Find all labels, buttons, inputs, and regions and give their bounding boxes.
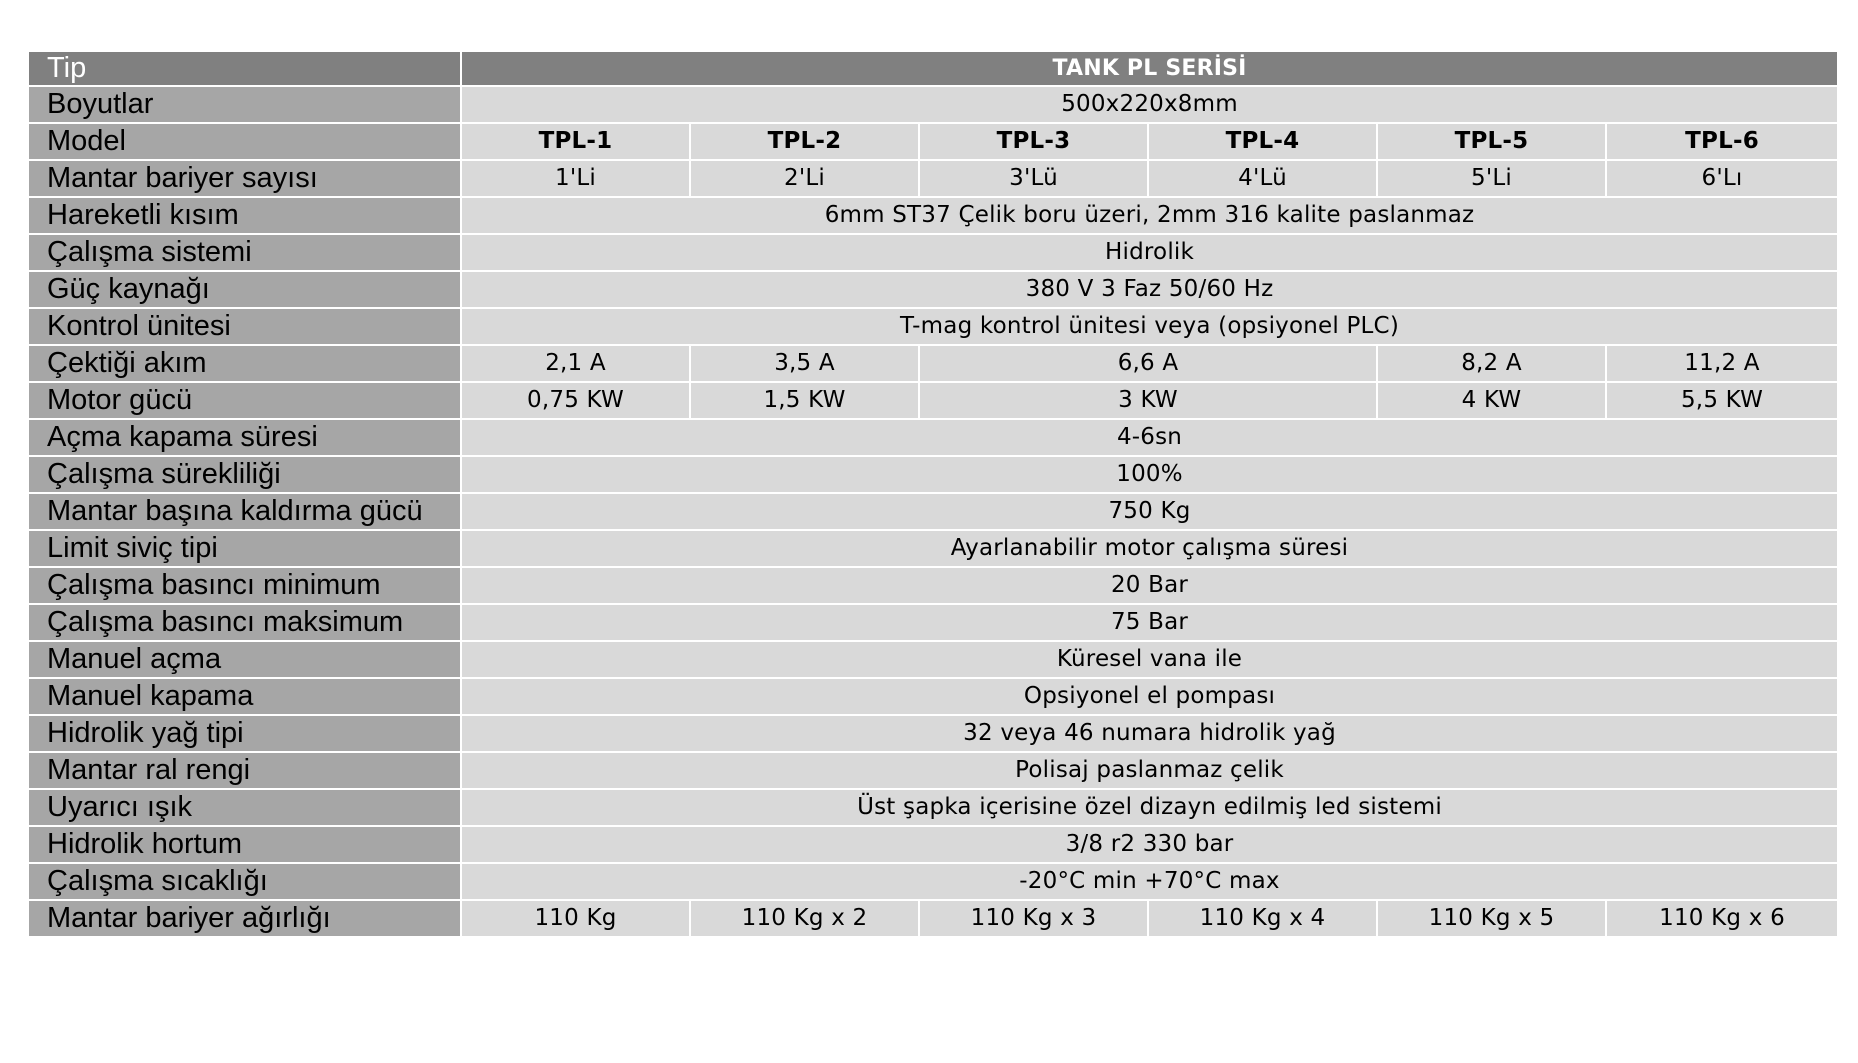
row-label-cell: Hareketli kısım bbox=[28, 197, 461, 234]
table-row bbox=[28, 567, 1838, 604]
value-cell: 4 KW bbox=[1377, 382, 1606, 419]
row-label-cell: Çektiği akım bbox=[28, 345, 461, 382]
value-cell: 6'Lı bbox=[1606, 160, 1838, 197]
row-label-cell: Manuel açma bbox=[28, 641, 461, 678]
table-row bbox=[28, 641, 1838, 678]
row-label-cell: Hidrolik hortum bbox=[28, 826, 461, 863]
value-cell: 500x220x8mm bbox=[461, 86, 1838, 123]
table-row bbox=[28, 530, 1838, 567]
value-cell: 3'Lü bbox=[919, 160, 1148, 197]
value-cell: 75 Bar bbox=[461, 604, 1838, 641]
table-row bbox=[28, 493, 1838, 530]
table-row bbox=[28, 900, 1838, 937]
value-cell: TPL-5 bbox=[1377, 123, 1606, 160]
row-label-cell: Açma kapama süresi bbox=[28, 419, 461, 456]
value-cell: TPL-4 bbox=[1148, 123, 1377, 160]
row-label-cell: Çalışma basıncı minimum bbox=[28, 567, 461, 604]
row-label-cell: Motor gücü bbox=[28, 382, 461, 419]
row-label-cell: Mantar başına kaldırma gücü bbox=[28, 493, 461, 530]
row-label-cell: Çalışma sıcaklığı bbox=[28, 863, 461, 900]
value-cell: 110 Kg bbox=[461, 900, 690, 937]
value-cell: 110 Kg x 5 bbox=[1377, 900, 1606, 937]
table-row bbox=[28, 456, 1838, 493]
table-row bbox=[28, 308, 1838, 345]
value-cell: T-mag kontrol ünitesi veya (opsiyonel PLC) bbox=[461, 308, 1838, 345]
table-row bbox=[28, 86, 1838, 123]
value-cell: 11,2 A bbox=[1606, 345, 1838, 382]
value-cell: 110 Kg x 4 bbox=[1148, 900, 1377, 937]
value-cell: Hidrolik bbox=[461, 234, 1838, 271]
value-cell: 2,1 A bbox=[461, 345, 690, 382]
row-label-cell: Güç kaynağı bbox=[28, 271, 461, 308]
table-row bbox=[28, 382, 1838, 419]
value-cell: Opsiyonel el pompası bbox=[461, 678, 1838, 715]
value-cell: 3 KW bbox=[919, 382, 1377, 419]
row-label-cell: Mantar bariyer sayısı bbox=[28, 160, 461, 197]
table-row bbox=[28, 160, 1838, 197]
spec-table-body bbox=[28, 51, 1838, 937]
value-cell: 5'Li bbox=[1377, 160, 1606, 197]
value-cell: TPL-1 bbox=[461, 123, 690, 160]
table-row bbox=[28, 234, 1838, 271]
row-label-cell: Mantar bariyer ağırlığı bbox=[28, 900, 461, 937]
value-cell: 6mm ST37 Çelik boru üzeri, 2mm 316 kalite paslanmaz bbox=[461, 197, 1838, 234]
value-cell: Ayarlanabilir motor çalışma süresi bbox=[461, 530, 1838, 567]
table-row bbox=[28, 715, 1838, 752]
value-cell: Üst şapka içerisine özel dizayn edilmiş led sistemi bbox=[461, 789, 1838, 826]
value-cell: 100% bbox=[461, 456, 1838, 493]
row-label-cell: Çalışma sürekliliği bbox=[28, 456, 461, 493]
value-cell: -20°C min +70°C max bbox=[461, 863, 1838, 900]
header-label-cell: Tip bbox=[28, 51, 461, 86]
value-cell: TPL-6 bbox=[1606, 123, 1838, 160]
row-label-cell: Hidrolik yağ tipi bbox=[28, 715, 461, 752]
spec-table bbox=[27, 50, 1839, 938]
value-cell: 380 V 3 Faz 50/60 Hz bbox=[461, 271, 1838, 308]
value-cell: 4'Lü bbox=[1148, 160, 1377, 197]
value-cell: 3,5 A bbox=[690, 345, 919, 382]
table-row bbox=[28, 419, 1838, 456]
value-cell: 3/8 r2 330 bar bbox=[461, 826, 1838, 863]
table-row bbox=[28, 197, 1838, 234]
row-label-cell: Çalışma basıncı maksimum bbox=[28, 604, 461, 641]
table-row bbox=[28, 678, 1838, 715]
row-label-cell: Manuel kapama bbox=[28, 678, 461, 715]
value-cell: 6,6 A bbox=[919, 345, 1377, 382]
value-cell: Polisaj paslanmaz çelik bbox=[461, 752, 1838, 789]
value-cell: 1,5 KW bbox=[690, 382, 919, 419]
value-cell: 5,5 KW bbox=[1606, 382, 1838, 419]
row-label-cell: Uyarıcı ışık bbox=[28, 789, 461, 826]
header-title-cell: TANK PL SERİSİ bbox=[461, 51, 1838, 86]
table-row bbox=[28, 271, 1838, 308]
value-cell: TPL-3 bbox=[919, 123, 1148, 160]
table-row bbox=[28, 826, 1838, 863]
table-row bbox=[28, 604, 1838, 641]
row-label-cell: Çalışma sistemi bbox=[28, 234, 461, 271]
value-cell: 4-6sn bbox=[461, 419, 1838, 456]
value-cell: TPL-2 bbox=[690, 123, 919, 160]
value-cell: 110 Kg x 2 bbox=[690, 900, 919, 937]
table-row bbox=[28, 345, 1838, 382]
row-label-cell: Mantar ral rengi bbox=[28, 752, 461, 789]
value-cell: 750 Kg bbox=[461, 493, 1838, 530]
value-cell: 1'Li bbox=[461, 160, 690, 197]
table-row bbox=[28, 752, 1838, 789]
row-label-cell: Model bbox=[28, 123, 461, 160]
row-label-cell: Kontrol ünitesi bbox=[28, 308, 461, 345]
value-cell: 32 veya 46 numara hidrolik yağ bbox=[461, 715, 1838, 752]
row-label-cell: Boyutlar bbox=[28, 86, 461, 123]
table-header-row bbox=[28, 51, 1838, 86]
table-row bbox=[28, 863, 1838, 900]
table-row bbox=[28, 123, 1838, 160]
value-cell: 2'Li bbox=[690, 160, 919, 197]
value-cell: Küresel vana ile bbox=[461, 641, 1838, 678]
value-cell: 110 Kg x 6 bbox=[1606, 900, 1838, 937]
row-label-cell: Limit siviç tipi bbox=[28, 530, 461, 567]
value-cell: 110 Kg x 3 bbox=[919, 900, 1148, 937]
value-cell: 0,75 KW bbox=[461, 382, 690, 419]
value-cell: 8,2 A bbox=[1377, 345, 1606, 382]
value-cell: 20 Bar bbox=[461, 567, 1838, 604]
table-row bbox=[28, 789, 1838, 826]
